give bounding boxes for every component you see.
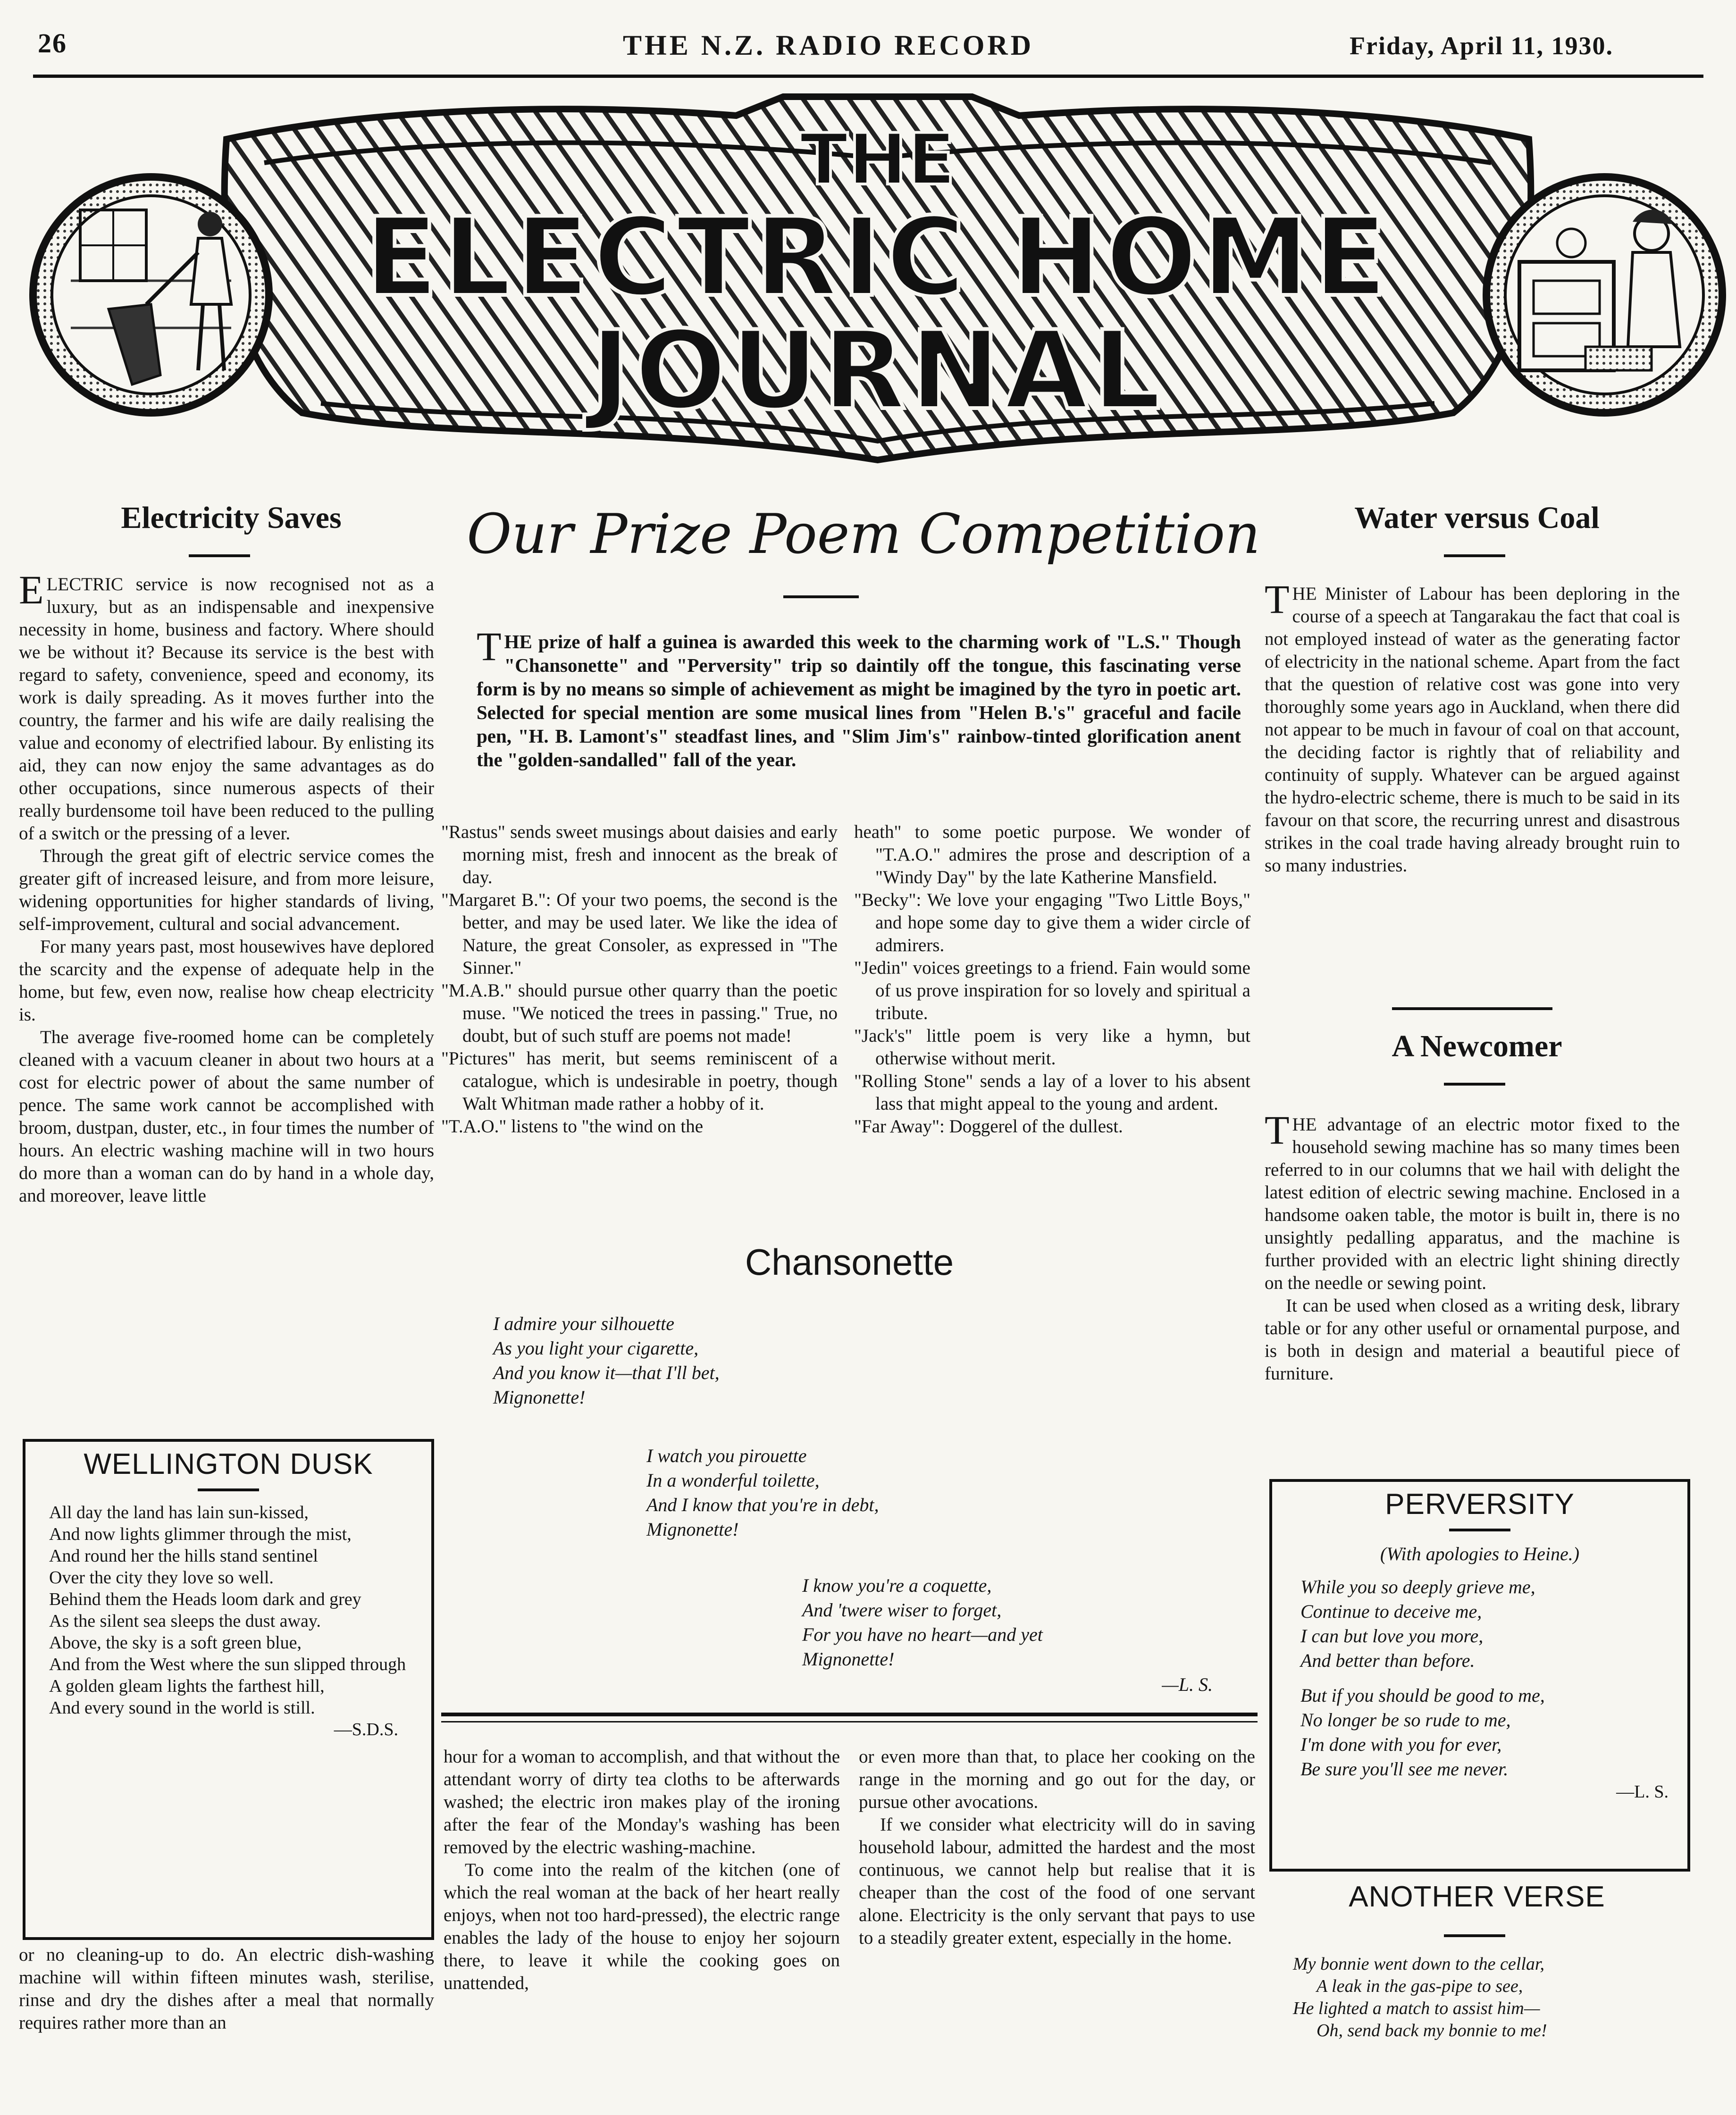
poem-line: I watch you pirouette — [646, 1445, 807, 1466]
mention-item: "Far Away": Doggerel of the dullest. — [854, 1116, 1123, 1137]
electricity-saves-title: Electricity Saves — [121, 501, 342, 535]
poem-line: And you know it—that I'll bet, — [493, 1362, 720, 1383]
water-vs-coal-title: Water versus Coal — [1354, 501, 1600, 535]
dropcap-t: T — [1265, 577, 1290, 622]
poem-line: And better than before. — [1300, 1650, 1475, 1671]
continuation-col-3 — [859, 1746, 1255, 1949]
masthead-line-3: JOURNAL — [590, 308, 1166, 434]
poem-line: In a wonderful toilette, — [646, 1470, 820, 1491]
poem-line: Mignonette! — [493, 1387, 586, 1408]
poem-line: Behind them the Heads loom dark and grey — [49, 1589, 361, 1609]
perversity-subtitle: (With apologies to Heine.) — [1380, 1543, 1580, 1564]
poem-line: A leak in the gas-pipe to see, — [1317, 1976, 1523, 1996]
electricity-saves-continued — [19, 1944, 434, 2034]
water-vs-coal-text: HE Minister of Labour has been deploring in the course of a speech at Tangarakau the fact that coal is not employed instead of water as the generating factor of electricity in the national scheme. Apart from the fact that the question of relative cost was gone into very thoroughly some years ago in Auckland, when there did not appear to be much in favour of coal on that account, the deciding factor is rightly that of reliability and continuity of supply. Whatever can be argued against the hydro-electric scheme, there is much to be said in its favour on that score, the recurring unrest and disastrous strikes in the coal trade having already brought ruin to so many industries. — [1265, 584, 1680, 876]
continuation-para: hour for a woman to accomplish, and that without the attendant worry of dirty tea cloths to be afterwards washed; the electric iron makes play of the ironing after the fear of the Monday's washing has been removed by the electric washing-machine. — [444, 1747, 840, 1857]
mention-item: "Jedin" voices greetings to a friend. Fain would some of us prove inspiration for so lovely and spiritual a tribute. — [854, 958, 1250, 1023]
masthead-line-2: ELECTRIC HOME — [364, 195, 1392, 321]
poem-line: And I know that you're in debt, — [646, 1494, 879, 1515]
perversity-stanza-2 — [1272, 1683, 1687, 1781]
newcomer-top-rule — [1392, 1007, 1552, 1010]
poem-line: Mignonette! — [802, 1648, 895, 1670]
wellington-dusk-title: WELLINGTON DUSK — [84, 1448, 373, 1480]
mentions-left — [441, 821, 838, 1138]
poem-line: I'm done with you for ever, — [1300, 1734, 1502, 1755]
chansonette-stanza-1 — [493, 1312, 918, 1410]
poem-line: For you have no heart—and yet — [802, 1624, 1043, 1645]
issue-date: Friday, April 11, 1930. — [1350, 32, 1614, 60]
chansonette-stanza-2 — [646, 1444, 1071, 1542]
newcomer-title: A Newcomer — [1392, 1029, 1562, 1063]
header-rule — [33, 75, 1703, 78]
chansonette-stanza-3 — [802, 1573, 1227, 1672]
masthead-banner — [28, 83, 1727, 502]
another-verse-poem — [1293, 1953, 1689, 2042]
poem-line: He lighted a match to assist him— — [1293, 1998, 1540, 2018]
poem-line: Over the city they love so well. — [49, 1568, 274, 1588]
mention-item: "Jack's" little poem is very like a hymn, but otherwise without merit. — [854, 1026, 1250, 1069]
newcomer-para-1: HE advantage of an electric motor fixed to the household sewing machine has so many times been referred to in our columns that we hail with delight the latest edition of electric sewing machine. Enclosed in a handsome oaken table, the motor is built in, there is no unsightly pedalling apparatus, and the machine is further provided with an electric light shining directly on the needle or sewing point. — [1265, 1114, 1680, 1293]
left-illustration — [33, 177, 269, 413]
electricity-saves-para-3: For many years past, most housewives have deplored the scarcity and the expense of adequate help in the home, but few, even now, realise how cheap electricity is. — [19, 936, 434, 1025]
perversity-rule — [1449, 1529, 1510, 1531]
continuation-para: To come into the realm of the kitchen (one of which the real woman at the back of her heart really enjoys, when not too hard-pressed), the electric range enables the lady of the house to enjoy her sojourn there, to leave it while the cooking goes on unattended, — [444, 1860, 840, 1993]
continuation-para: If we consider what electricity will do in saving household labour, admitted the hardest and the most continuous, we cannot help but realise that it is cheaper than the cost of the food of one servant alone. Electricity is the only servant that pays to use to a steadily greater extent, especially in the home. — [859, 1814, 1255, 1948]
electricity-saves-para-2: Through the great gift of electric service comes the greater gift of increased leisure, and from more leisure, widening opportunities for higher standards of living, self-improvement, cultural and social advancement. — [19, 846, 434, 934]
poem-line: But if you should be good to me, — [1300, 1685, 1545, 1706]
mention-item: "M.A.B." should pursue other quarry than the poetic muse. "We noticed the trees in passing." True, no doubt, but of such stuff are poems not made! — [441, 980, 838, 1046]
electricity-saves-para-5: or no cleaning-up to do. An electric dish-washing machine will within fifteen minutes wash, sterilise, rinse and dry the dishes after a meal that normally requires rather more than an — [19, 1945, 434, 2033]
poem-line: And every sound in the world is still. — [49, 1698, 315, 1718]
section-divider-thick — [441, 1713, 1258, 1716]
perversity-stanza-1 — [1272, 1575, 1687, 1673]
electricity-saves-para-1: LECTRIC service is now recognised not as a luxury, but as an indispensable and inexpensive necessity in home, business and factory. Where should we be without it? Because its service is the best with regard to safety, convenience, speed and economy, its work is daily spreading. As it moves further into the country, the farmer and his wife are daily realising the value and economy of electrified labour. By enlisting its aid, they can now enjoy the same advantages as do other occupations, since numerous aspects of their really burdensome toil have been reduced to the pulling of a switch or the pressing of a lever. — [19, 574, 434, 844]
another-verse-rule — [1444, 1934, 1505, 1937]
mention-item: "T.A.O." listens to "the wind on the — [441, 1116, 704, 1137]
another-verse-title: ANOTHER VERSE — [1349, 1881, 1605, 1913]
prize-poem-intro — [477, 624, 1241, 771]
poem-line: A golden gleam lights the farthest hill, — [49, 1676, 325, 1696]
electricity-saves-rule — [189, 554, 250, 557]
electricity-saves-body — [19, 567, 434, 1207]
prize-poem-intro-text: HE prize of half a guinea is awarded this week to the charming work of "L.S." Though "Chansonette" and "Perversity" trip so daintily off the tongue, this fascinating verse form is by no means so simple of achievement as might be imagined by the tyro in poetic art. Selected for special mention are some musical lines from "Helen B.'s" graceful and facile pen, "H. B. Lamont's" steadfast lines, and "Slim Jim's" rainbow-tinted glorification anent the "golden-sandalled" fall of the year. — [477, 631, 1241, 770]
chansonette-title: Chansonette — [745, 1241, 954, 1283]
wellington-dusk-box — [23, 1439, 434, 1940]
poem-line: No longer be so rude to me, — [1300, 1709, 1511, 1730]
wellington-dusk-rule — [198, 1488, 259, 1491]
newcomer-rule — [1444, 1083, 1505, 1086]
poem-line: And now lights glimmer through the mist, — [49, 1524, 352, 1544]
mention-item: "Rolling Stone" sends a lay of a lover to his absent lass that might appeal to the young and ardent. — [854, 1071, 1250, 1114]
poem-line: I know you're a coquette, — [802, 1575, 992, 1596]
mention-item: heath" to some poetic purpose. We wonder of "T.A.O." admires the prose and description of a "Windy Day" by the late Katherine Mansfield. — [854, 822, 1250, 887]
perversity-box — [1269, 1479, 1690, 1872]
chansonette-signature: —L. S. — [1162, 1674, 1213, 1695]
water-vs-coal-body — [1265, 577, 1680, 877]
electricity-saves-para-4: The average five-roomed home can be completely cleaned with a vacuum cleaner in about two hours at a cost for electric power of about the same number of pence. The same work cannot be accomplished with broom, dustpan, duster, etc., in four times the number of hours. An electric washing machine will in two hours do more than a woman can do by hand in a whole day, and moreover, leave little — [19, 1027, 434, 1206]
section-divider-thin — [441, 1721, 1258, 1722]
poem-line: I admire your silhouette — [493, 1313, 675, 1334]
poem-line: Above, the sky is a soft green blue, — [49, 1633, 302, 1653]
continuation-para: or even more than that, to place her cooking on the range in the morning and go out for the day, or pursue other avocations. — [859, 1747, 1255, 1812]
dropcap-t: T — [1265, 1107, 1290, 1153]
prize-poem-rule — [783, 595, 859, 598]
newcomer-para-2: It can be used when closed as a writing desk, library table or for any other useful or ornamental purpose, and is both in design and material a beautiful piece of furniture. — [1265, 1296, 1680, 1384]
mentions-right — [854, 821, 1250, 1138]
poem-line: All day the land has lain sun-kissed, — [49, 1503, 309, 1522]
water-vs-coal-rule — [1444, 554, 1505, 557]
poem-line: My bonnie went down to the cellar, — [1293, 1954, 1544, 1974]
wellington-dusk-signature: —S.D.S. — [334, 1720, 398, 1739]
perversity-signature: —L. S. — [1616, 1782, 1669, 1802]
publication-title: THE N.Z. RADIO RECORD — [623, 30, 1034, 61]
poem-line: Be sure you'll see me never. — [1300, 1758, 1509, 1780]
wellington-dusk-poem — [25, 1502, 431, 1740]
mention-item: "Pictures" has merit, but seems reminiscent of a catalogue, which is undesirable in poetry, though Walt Whitman made rather a hobby of it. — [441, 1048, 838, 1114]
poem-line: And 'twere wiser to forget, — [802, 1599, 1002, 1621]
mention-item: "Margaret B.": Of your two poems, the second is the better, and may be used later. We like the idea of Nature, the great Consoler, as expressed in "The Sinner." — [441, 890, 838, 978]
poem-line: While you so deeply grieve me, — [1300, 1576, 1535, 1597]
dropcap-t: T — [477, 624, 502, 669]
dropcap-e: E — [19, 567, 44, 612]
poem-line: I can but love you more, — [1300, 1625, 1484, 1647]
poem-line: Mignonette! — [646, 1519, 739, 1540]
page-number: 26 — [38, 28, 67, 59]
continuation-col-2 — [444, 1746, 840, 1995]
poem-line: Continue to deceive me, — [1300, 1601, 1482, 1622]
poem-line: As you light your cigarette, — [493, 1338, 699, 1359]
right-illustration — [1486, 177, 1722, 413]
mention-item: "Becky": We love your engaging "Two Little Boys," and hope some day to give them a wider circle of admirers. — [854, 890, 1250, 955]
prize-poem-title: Our Prize Poem Competition — [467, 502, 1260, 566]
poem-line: And from the West where the sun slipped through — [49, 1655, 406, 1674]
masthead-line-1: THE — [799, 119, 956, 201]
poem-line: And round her the hills stand sentinel — [49, 1546, 318, 1566]
poem-line: As the silent sea sleeps the dust away. — [49, 1611, 321, 1631]
poem-line: Oh, send back my bonnie to me! — [1317, 2021, 1547, 2040]
mention-item: "Rastus" sends sweet musings about daisies and early morning mist, fresh and innocent as the break of day. — [441, 822, 838, 887]
perversity-title: PERVERSITY — [1385, 1488, 1575, 1521]
newcomer-body — [1265, 1107, 1680, 1385]
